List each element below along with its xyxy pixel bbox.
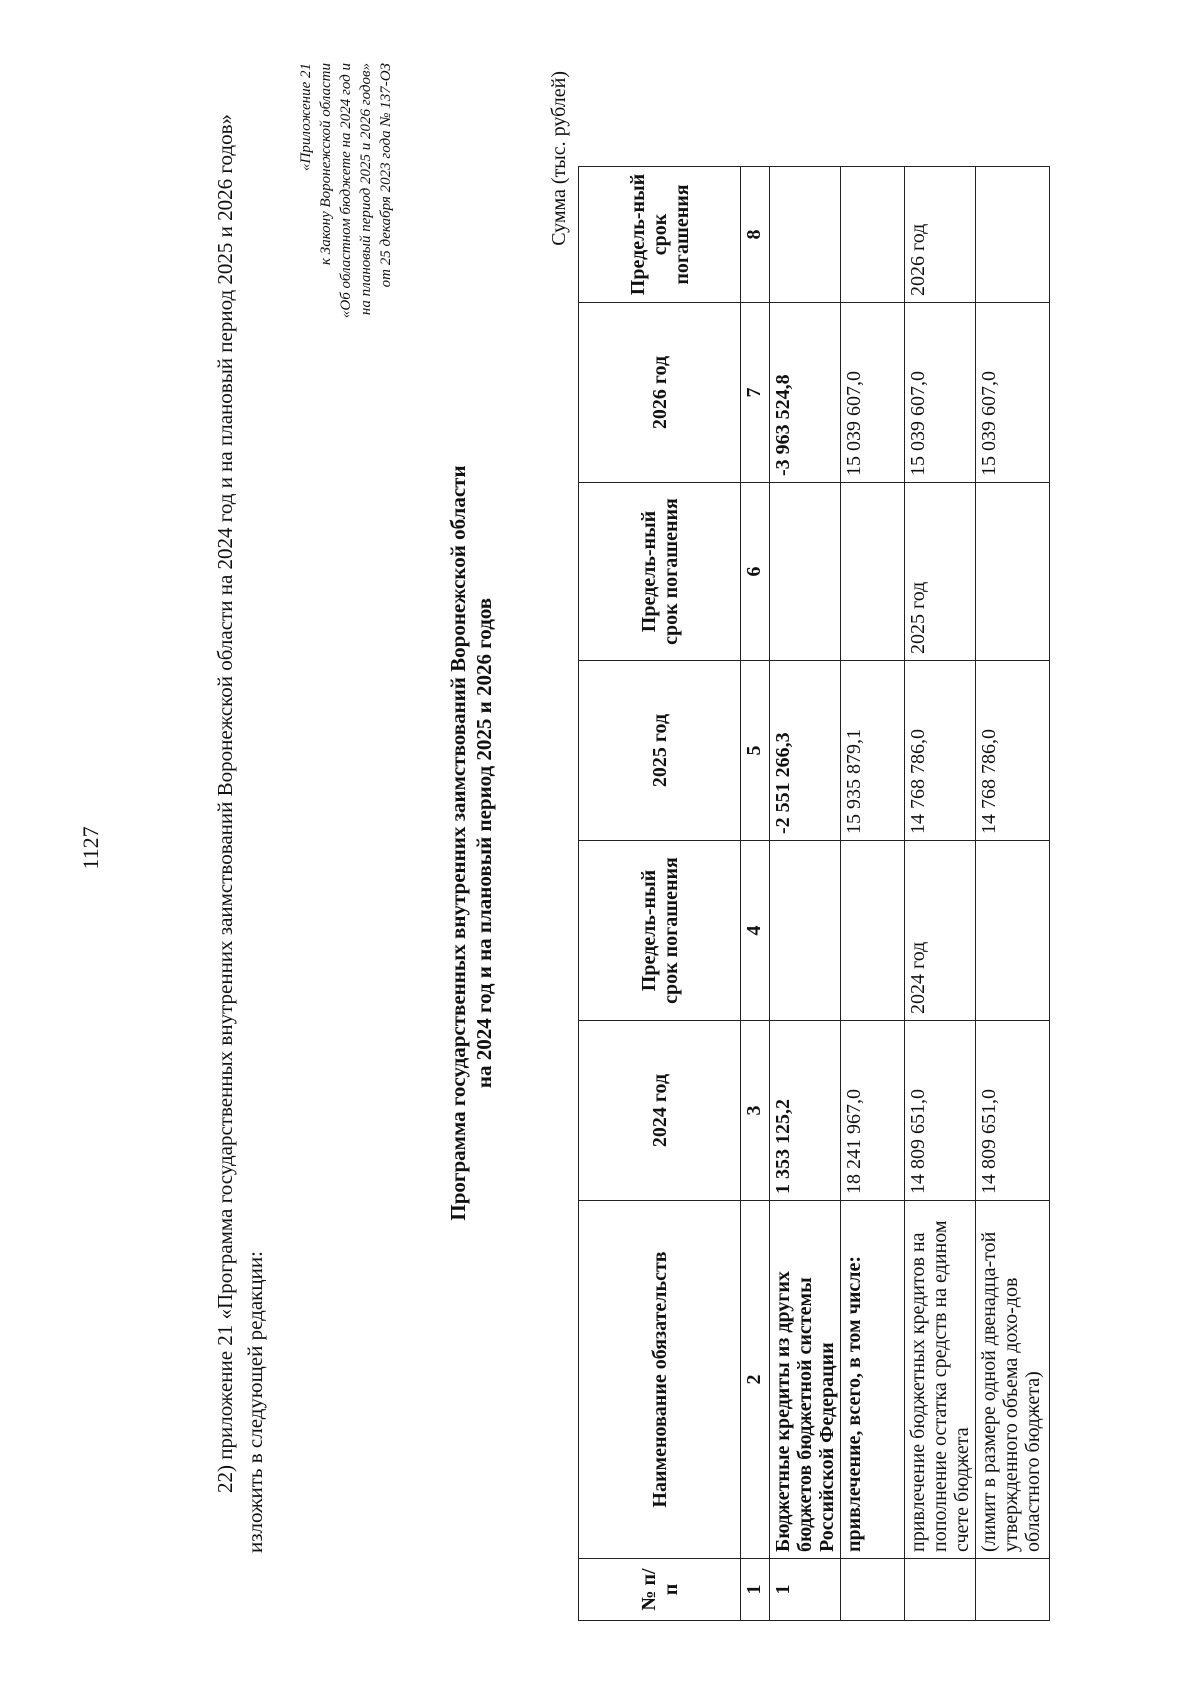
table-row [905,167,976,1621]
header-name: Наименование обязательств [579,1201,741,1559]
cell-term-2026: 2026 год [905,167,976,303]
cell-num: 1 [770,1559,841,1621]
cell-term-2024: 2024 год [905,841,976,1021]
cell-2024: 14 809 651,0 [976,1021,1050,1201]
cell-2024: 1 353 125,2 [770,1021,841,1201]
appendix-note-line: на плановый период 2025 и 2026 годов» [358,63,374,316]
header-2025: 2025 год [579,661,741,841]
header-term-2026: Предель-ный срок погашения [579,167,741,303]
cell-name: (лимит в размере одной двенадца-той утвержденного объема дохо-дов областного бюджета) [976,1201,1050,1559]
index-cell: 4 [741,841,770,1021]
cell-term-2026 [770,167,841,303]
cell-term-2025 [841,483,905,661]
cell-term-2025 [770,483,841,661]
header-term-2025: Предель-ный срок погашения [579,483,741,661]
index-cell: 3 [741,1021,770,1201]
cell-num [905,1559,976,1621]
cell-term-2024 [976,841,1050,1021]
appendix-note-line: «Приложение 21 [298,63,314,171]
cell-term-2025: 2025 год [905,483,976,661]
cell-term-2026 [841,167,905,303]
cell-2025: -2 551 266,3 [770,661,841,841]
borrowings-table [578,166,1050,1621]
cell-term-2024 [770,841,841,1021]
cell-2025: 14 768 786,0 [976,661,1050,841]
cell-2026: 15 039 607,0 [905,303,976,483]
cell-term-2026 [976,167,1050,303]
document-title [445,143,497,1543]
cell-name: Бюджетные кредиты из других бюджетов бюджетной системы Российской Федерации [770,1201,841,1559]
index-cell: 1 [741,1559,770,1621]
cell-2026: 15 039 607,0 [841,303,905,483]
table-index-row [741,167,770,1621]
table-row [976,167,1050,1621]
cell-term-2024 [841,841,905,1021]
cell-term-2025 [976,483,1050,661]
cell-name: привлечение, всего, в том числе: [841,1201,905,1559]
header-2026: 2026 год [579,303,741,483]
cell-2024: 14 809 651,0 [905,1021,976,1201]
appendix-note-line: «Об областном бюджете на 2024 год и [338,63,354,319]
cell-2025: 15 935 879,1 [841,661,905,841]
intro-paragraph: 22) приложение 21 «Программа государственных внутренних заимствований Воронежской области на 2024 год и на плановый период 2025 и 2026 годов» изложить в следующей редакции: [213,114,267,1553]
cell-2026: -3 963 524,8 [770,303,841,483]
appendix-note-line: к Закону Воронежской области [318,63,334,265]
cell-2026: 15 039 607,0 [976,303,1050,483]
appendix-note-line: от 25 декабря 2023 года № 137-ОЗ [378,63,394,288]
document-title-line2: на 2024 год и на плановый период 2025 и 2026 годов [472,597,496,1089]
page-number: 1127 [78,826,103,870]
cell-2024: 18 241 967,0 [841,1021,905,1201]
cell-2025: 14 768 786,0 [905,661,976,841]
appendix-note [296,63,396,533]
header-term-2024: Предель-ный срок погашения [579,841,741,1021]
cell-num [841,1559,905,1621]
table-row [841,167,905,1621]
header-2024: 2024 год [579,1021,741,1201]
header-num: № п/п [579,1559,741,1621]
index-cell: 6 [741,483,770,661]
index-cell: 7 [741,303,770,483]
document-title-line1: Программа государственных внутренних заимствований Воронежской области [446,465,470,1221]
table-header-row [579,167,741,1621]
units-label: Сумма (тыс. рублей) [548,71,570,246]
index-cell: 8 [741,167,770,303]
cell-num [976,1559,1050,1621]
table-row [770,167,841,1621]
index-cell: 2 [741,1201,770,1559]
index-cell: 5 [741,661,770,841]
cell-name: привлечение бюджетных кредитов на пополнение остатка средств на едином счете бюджета [905,1201,976,1559]
